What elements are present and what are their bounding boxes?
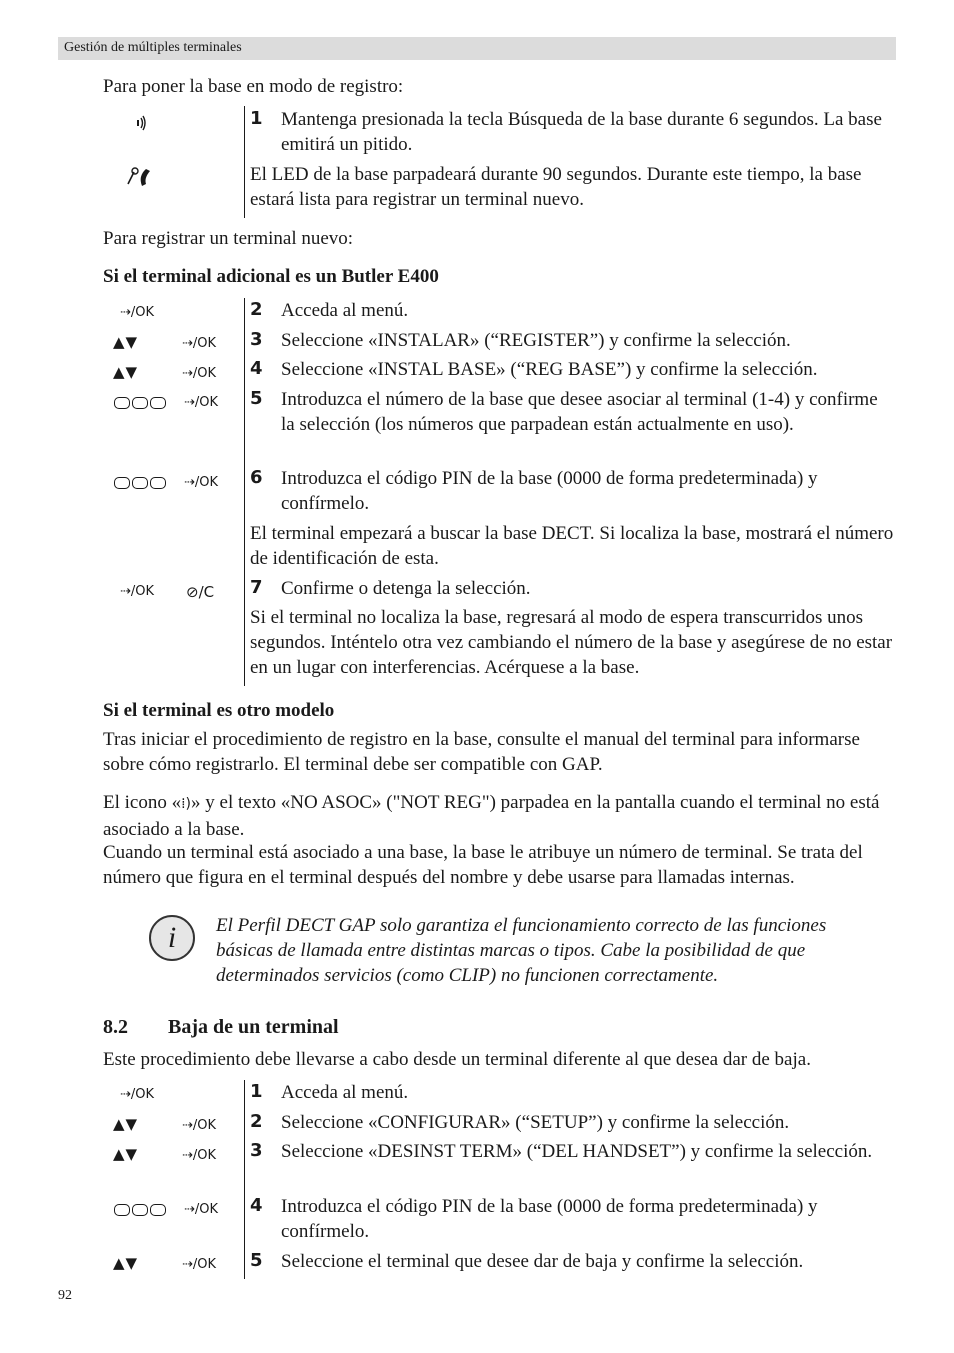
info-note: El Perfil DECT GAP solo garantiza el funcionamiento correcto de las funciones básicas de llamada entre distintas marcas o tipos. Cabe la posibilidad de que determinados servicios (como CLIP) no funcionen correctamente.: [216, 915, 827, 986]
other-heading: Si el terminal es otro modelo: [103, 700, 335, 721]
page-key-icon: [134, 114, 148, 136]
step-text: Seleccione «INSTAL BASE» (“REG BASE”) y confirme la selección.: [281, 359, 818, 380]
butler-note-retry: Si el terminal no localiza la base, regresará al modo de espera transcurridos unos segundos. Inténtelo otra vez cambiando el número de la base y asegúrese de no estar en un lugar con interferencias. Acérquese a la base.: [250, 607, 893, 678]
icon-paragraph: [103, 790, 896, 842]
step-number: 5: [250, 1250, 263, 1271]
section-number: 8.2: [103, 1016, 128, 1038]
step-number: 7: [250, 577, 263, 598]
ok-label: /OK: [130, 305, 155, 320]
butler-note-search: El terminal empezará a buscar la base DECT. Si localiza la base, mostrará el número de identificación de esta.: [250, 523, 894, 569]
step-number: 3: [250, 1140, 263, 1161]
ok-label: /OK: [192, 1148, 217, 1163]
navigation-arrows-icon: ▲▼: [113, 1115, 139, 1133]
step-text: Acceda al menú.: [281, 300, 409, 321]
step-divider: [244, 298, 245, 686]
ok-label: /OK: [130, 1087, 155, 1102]
enter-icon: ⇢: [182, 366, 193, 381]
ok-key: [120, 584, 154, 599]
step-text: Seleccione «CONFIGURAR» (“SETUP”) y confirme la selección.: [281, 1112, 790, 1133]
c-label: /C: [198, 583, 215, 601]
step-text: Seleccione «DESINST TERM» (“DEL HANDSET”) y confirme la selección.: [281, 1141, 873, 1162]
led-note: El LED de la base parpadeará durante 90 segundos. Durante este tiempo, la base estará lista para registrar un terminal nuevo.: [250, 164, 862, 210]
step-number: 2: [250, 1111, 263, 1132]
ok-key: [182, 1118, 216, 1133]
ok-key: [182, 1257, 216, 1272]
enter-icon: ⇢: [182, 1118, 193, 1133]
step-divider: [244, 106, 245, 218]
ok-key: [184, 395, 218, 410]
icon-paragraph-start: El icono «: [103, 792, 182, 813]
butler-heading: Si el terminal adicional es un Butler E400: [103, 266, 439, 287]
step-number: 6: [250, 467, 263, 488]
enter-icon: ⇢: [120, 584, 131, 599]
step-text: Confirme o detenga la selección.: [281, 578, 531, 599]
step-number: 3: [250, 329, 263, 350]
header-title: Gestión de múltiples terminales: [64, 40, 242, 55]
menu-ok-key: [120, 1087, 154, 1102]
step-text: Acceda al menú.: [281, 1082, 409, 1103]
enter-icon: ⇢: [184, 1202, 195, 1217]
icon-paragraph-end: » y el texto «NO ASOC» ("NOT REG") parpadea en la pantalla cuando el terminal no está asociado a la base.: [103, 792, 880, 840]
ok-label: /OK: [192, 1257, 217, 1272]
ok-label: /OK: [192, 336, 217, 351]
association-paragraph: Cuando un terminal está asociado a una base, la base le atribuye un número de terminal. Se trata del número que figura en el terminal después del nombre y debe usarse para llamadas internas.: [103, 842, 863, 888]
enter-icon: ⇢: [184, 475, 195, 490]
enter-icon: ⇢: [120, 305, 131, 320]
section-title: Baja de un terminal: [168, 1016, 339, 1038]
led-icon: [124, 166, 154, 192]
signal-icon: ⁞): [181, 796, 192, 812]
step-text: Introduzca el código PIN de la base (0000 de forma predeterminada) y confírmelo.: [281, 468, 818, 514]
ok-key: [182, 366, 216, 381]
step-number: 1: [250, 108, 263, 129]
enter-icon: ⇢: [182, 1148, 193, 1163]
running-header: [58, 37, 896, 60]
step-divider: [244, 1080, 245, 1279]
ok-key: [182, 336, 216, 351]
enter-icon: ⇢: [182, 336, 193, 351]
step-number: 4: [250, 358, 263, 379]
enter-icon: ⇢: [182, 1257, 193, 1272]
base-step-1: [250, 107, 896, 157]
number-keys-icon: [114, 397, 166, 413]
step-number: 4: [250, 1195, 263, 1216]
step-text: Seleccione «INSTALAR» (“REGISTER”) y confirme la selección.: [281, 330, 791, 351]
ok-label: /OK: [194, 1202, 219, 1217]
ok-key: [184, 475, 218, 490]
step-number: 2: [250, 299, 263, 320]
intro-text: Para poner la base en modo de registro:: [103, 76, 404, 97]
menu-ok-key: [120, 305, 154, 320]
page-number: 92: [58, 1288, 72, 1303]
step-text: Mantenga presionada la tecla Búsqueda de la base durante 6 segundos. La base emitirá un pitido.: [281, 109, 882, 155]
ok-key: [184, 1202, 218, 1217]
section-intro: Este procedimiento debe llevarse a cabo desde un terminal diferente al que desea dar de baja.: [103, 1049, 811, 1070]
ok-label: /OK: [130, 584, 155, 599]
register-intro: Para registrar un terminal nuevo:: [103, 228, 354, 249]
ok-label: /OK: [192, 366, 217, 381]
step-number: 5: [250, 388, 263, 409]
ok-label: /OK: [194, 395, 219, 410]
navigation-arrows-icon: ▲▼: [113, 333, 139, 351]
step-text: Introduzca el código PIN de la base (0000 de forma predeterminada) y confírmelo.: [281, 1196, 818, 1242]
navigation-arrows-icon: ▲▼: [113, 1145, 139, 1163]
step-number: 1: [250, 1081, 263, 1102]
enter-icon: ⇢: [184, 395, 195, 410]
number-keys-icon: [114, 477, 166, 493]
cancel-icon: ⊘: [186, 583, 199, 601]
ok-label: /OK: [194, 475, 219, 490]
navigation-arrows-icon: ▲▼: [113, 1254, 139, 1272]
info-icon: i: [149, 915, 195, 961]
ok-label: /OK: [192, 1118, 217, 1133]
step-text: Introduzca el número de la base que desee asociar al terminal (1-4) y confirme la selección (los números que parpadean están actualmente en uso).: [281, 389, 878, 435]
ok-key: [182, 1148, 216, 1163]
other-paragraph: Tras iniciar el procedimiento de registro en la base, consulte el manual del terminal para informarse sobre cómo registrarlo. El terminal debe ser compatible con GAP.: [103, 729, 860, 775]
number-keys-icon: [114, 1204, 166, 1220]
cancel-key: [186, 583, 214, 601]
navigation-arrows-icon: ▲▼: [113, 363, 139, 381]
step-text: Seleccione el terminal que desee dar de baja y confirme la selección.: [281, 1251, 804, 1272]
enter-icon: ⇢: [120, 1087, 131, 1102]
